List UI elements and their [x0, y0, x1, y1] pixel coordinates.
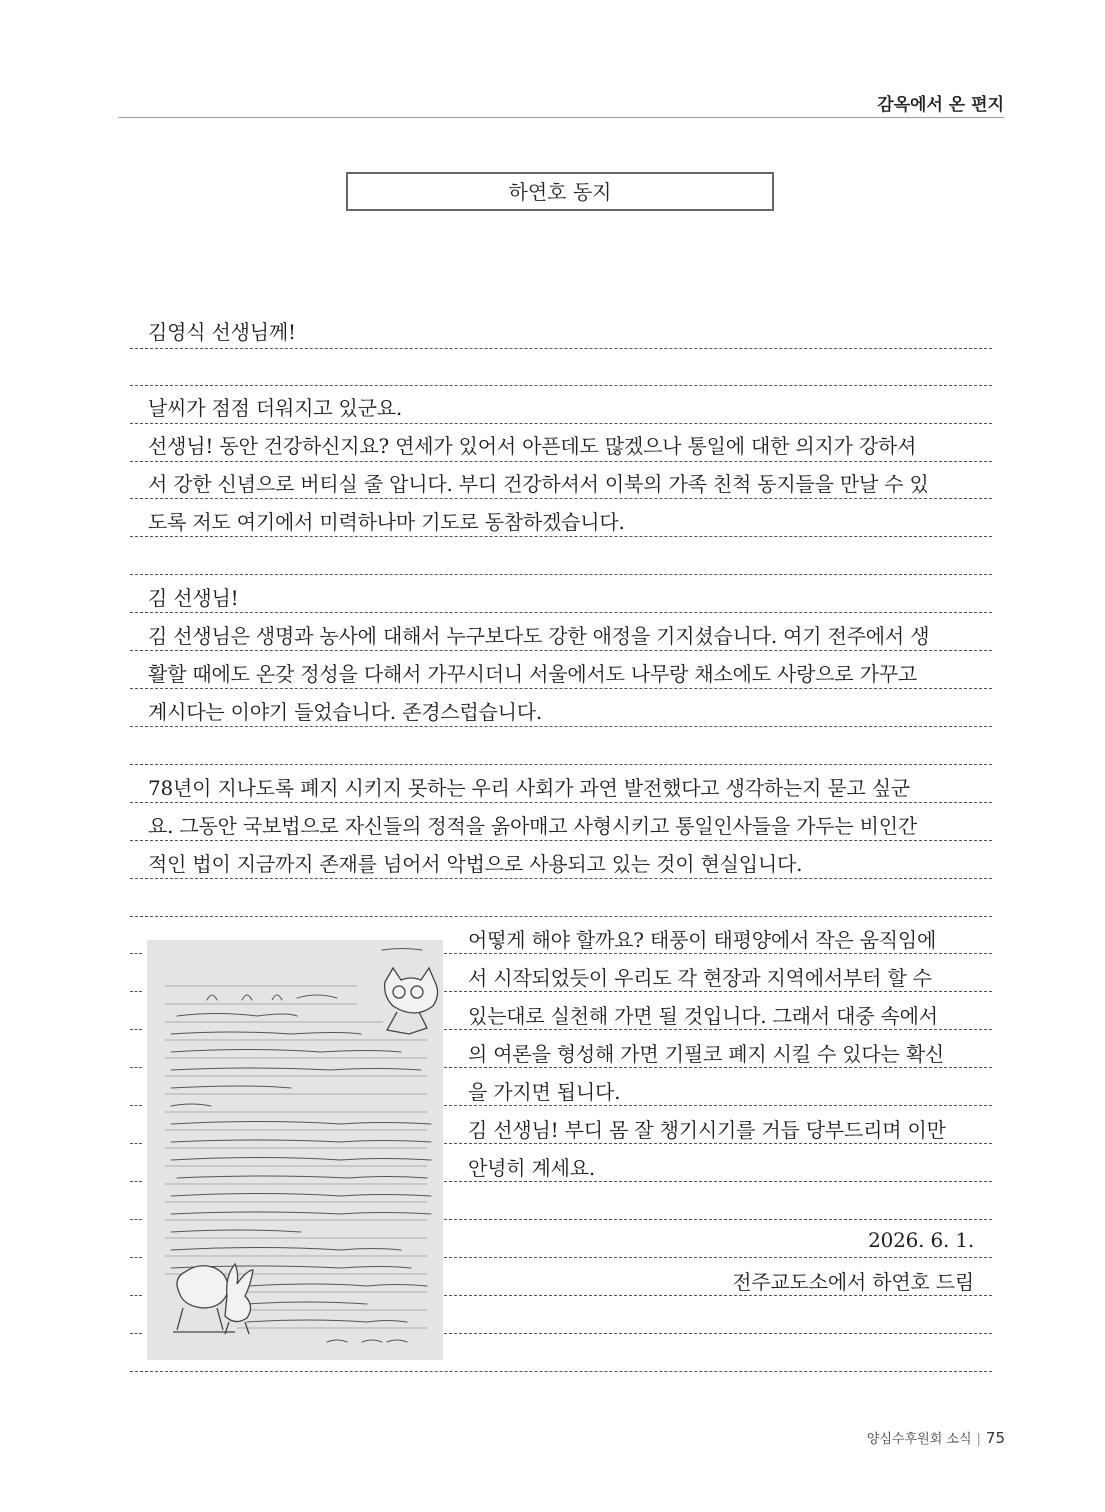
ruled-line-left — [130, 1333, 142, 1334]
ruled-line-right — [444, 991, 992, 992]
page-footer — [867, 1428, 1005, 1447]
publication-name: 양심수후원회 소식 — [866, 1432, 972, 1447]
ruled-line — [130, 840, 992, 841]
ruled-line — [130, 726, 992, 727]
letter-line: 78년이 지나도록 폐지 시키지 못하는 우리 사회가 과연 발전했다고 생각하는지 묻고 싶군 — [148, 776, 910, 800]
ruled-line — [130, 878, 992, 879]
letter-date: 2026. 6. 1. — [868, 1228, 974, 1252]
letter-line: 김 선생님! — [148, 586, 239, 610]
letter-line: 도록 저도 여기에서 미력하나마 기도로 동참하겠습니다. — [148, 510, 625, 534]
letter-signature: 전주교도소에서 하연호 드림 — [732, 1270, 974, 1294]
ruled-line — [130, 423, 992, 424]
page-number: 75 — [985, 1429, 1005, 1447]
ruled-line-right — [444, 1219, 992, 1220]
handwritten-letter-photo — [147, 940, 443, 1360]
footer-separator: | — [976, 1432, 981, 1447]
ruled-line — [130, 612, 992, 613]
letter-line: 을 가지면 됩니다. — [468, 1080, 621, 1104]
ruled-line-right — [444, 1105, 992, 1106]
letter-line: 요. 그동안 국보법으로 자신들의 정적을 옭아매고 사형시키고 통일인사들을 가두는 비인간 — [148, 814, 918, 838]
header-rule — [118, 117, 1004, 118]
letter-line: 의 여론을 형성해 가면 기필코 폐지 시킬 수 있다는 확신 — [468, 1042, 945, 1066]
ruled-line-left — [130, 1143, 142, 1144]
ruled-line — [130, 461, 992, 462]
letter-line: 날씨가 점점 더워지고 있군요. — [148, 396, 403, 420]
letter-line: 김영식 선생님께! — [148, 320, 296, 344]
ruled-line — [130, 1371, 992, 1372]
ruled-line-left — [130, 1067, 142, 1068]
ruled-line-right — [444, 1295, 992, 1296]
letter-line: 계시다는 이야기 들었습니다. 존경스럽습니다. — [148, 700, 543, 724]
handwritten-letter-image — [147, 940, 443, 1360]
ruled-line-left — [130, 1295, 142, 1296]
ruled-line — [130, 764, 992, 765]
letter-line: 있는대로 실천해 가면 될 것입니다. 그래서 대중 속에서 — [468, 1004, 938, 1028]
ruled-line-right — [444, 1067, 992, 1068]
ruled-line-left — [130, 991, 142, 992]
letter-line: 활할 때에도 온갖 정성을 다해서 가꾸시더니 서울에서도 나무랑 채소에도 사랑으로 가꾸고 — [148, 662, 918, 686]
letter-line: 선생님! 동안 건강하신지요? 연세가 있어서 아픈데도 많겠으나 통일에 대한 의지가 강하셔 — [148, 434, 917, 458]
ruled-line-left — [130, 1181, 142, 1182]
letter-line: 안녕히 계세요. — [468, 1156, 596, 1180]
ruled-line-left — [130, 1029, 142, 1030]
ruled-line-right — [444, 1333, 992, 1334]
ruled-line — [130, 574, 992, 575]
ruled-line-right — [444, 1029, 992, 1030]
section-title: 감옥에서 온 편지 — [877, 95, 1004, 115]
ruled-line-left — [130, 1105, 142, 1106]
letter-line: 김 선생님! 부디 몸 잘 챙기시기를 거듭 당부드리며 이만 — [468, 1118, 946, 1142]
ruled-line-right — [444, 1181, 992, 1182]
letter-title: 하연호 동지 — [346, 172, 774, 211]
ruled-line — [130, 802, 992, 803]
ruled-line-right — [444, 1257, 992, 1258]
letter-line: 적인 법이 지금까지 존재를 넘어서 악법으로 사용되고 있는 것이 현실입니다. — [148, 852, 803, 876]
ruled-line-left — [130, 953, 142, 954]
ruled-line-right — [444, 1143, 992, 1144]
ruled-line — [130, 536, 992, 537]
ruled-line-right — [444, 953, 992, 954]
ruled-line-left — [130, 1257, 142, 1258]
ruled-line — [130, 385, 992, 386]
ruled-line — [130, 916, 992, 917]
letter-line: 어떻게 해야 할까요? 태풍이 태평양에서 작은 움직임에 — [468, 928, 937, 952]
ruled-line — [130, 688, 992, 689]
ruled-line — [130, 650, 992, 651]
ruled-line — [130, 348, 992, 349]
letter-line: 서 강한 신념으로 버티실 줄 압니다. 부디 건강하셔서 이북의 가족 친척 동지들을 만날 수 있 — [148, 472, 929, 496]
ruled-line — [130, 498, 992, 499]
letter-line: 서 시작되었듯이 우리도 각 현장과 지역에서부터 할 수 — [468, 966, 932, 990]
letter-line: 김 선생님은 생명과 농사에 대해서 누구보다도 강한 애정을 기지셨습니다. 여기 전주에서 생 — [148, 624, 930, 648]
ruled-line-left — [130, 1219, 142, 1220]
